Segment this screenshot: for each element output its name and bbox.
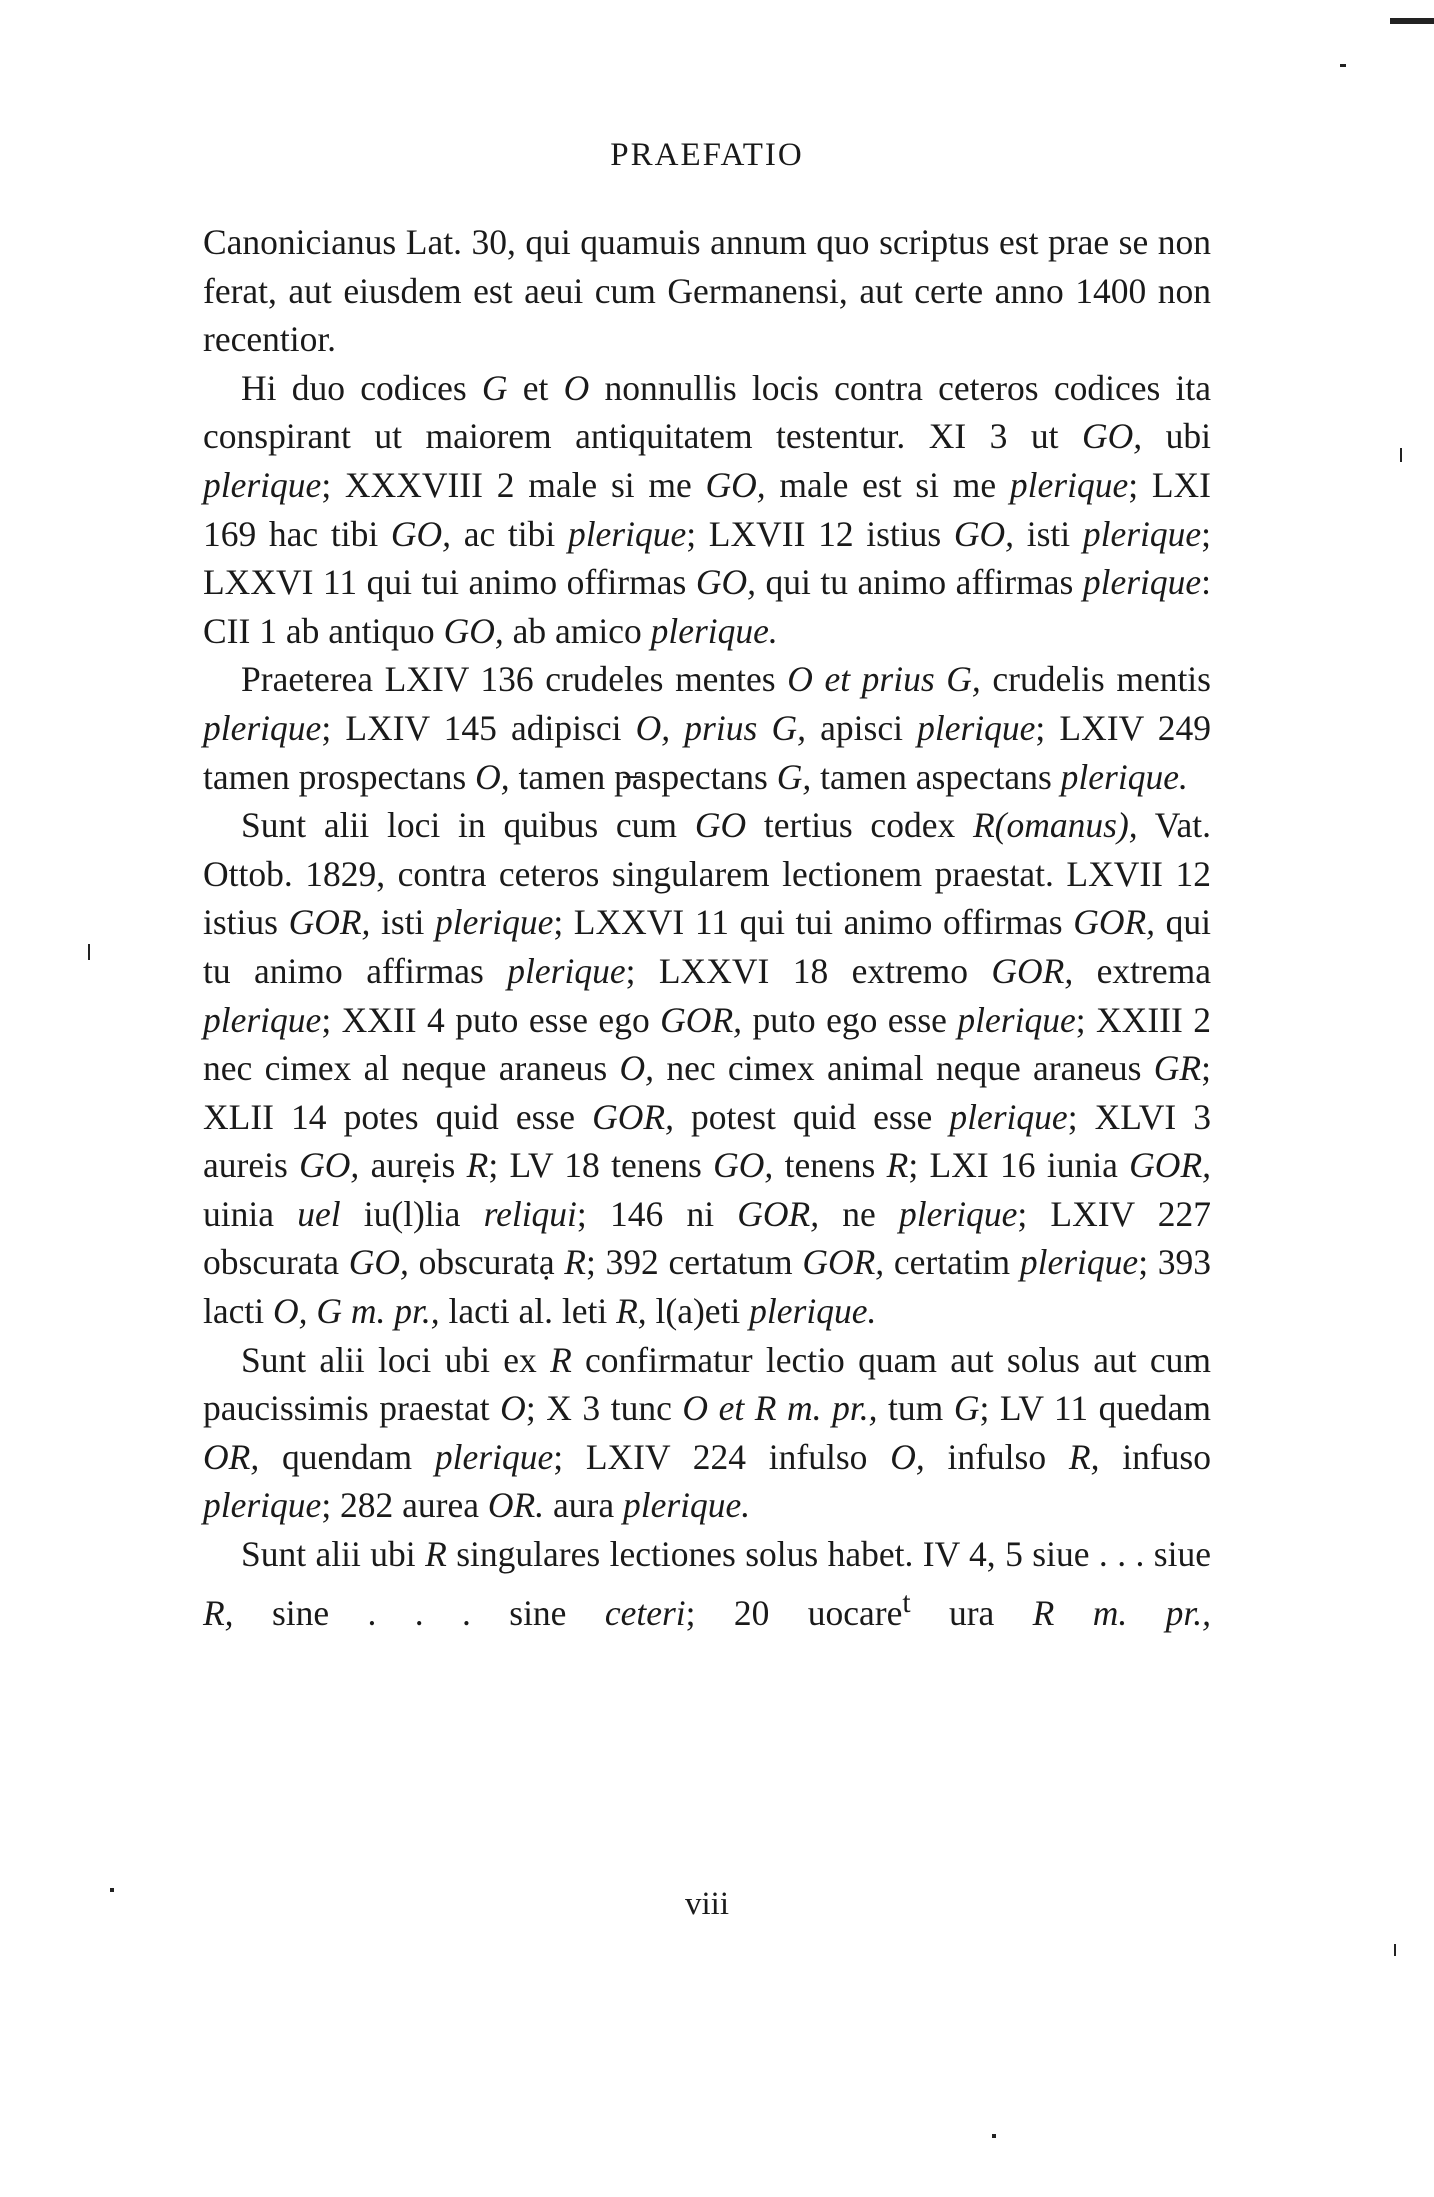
scan-mark-left xyxy=(88,944,90,960)
italic-text: reliqui xyxy=(483,1193,577,1234)
italic-text: plerique. xyxy=(749,1291,877,1332)
text-run: qui tu animo affirmas xyxy=(203,902,1211,991)
italic-text: GO, xyxy=(713,1145,774,1186)
italic-text: uel xyxy=(297,1193,341,1234)
text-run: ; LXXVI 11 qui tui animo offirmas xyxy=(553,902,1074,943)
italic-text: O xyxy=(500,1388,526,1429)
text-run: ; 282 aurea xyxy=(321,1485,488,1526)
text-run: Hi duo codices xyxy=(241,367,482,408)
italic-text: plerique xyxy=(1082,513,1202,554)
text-run: sine . . . sine xyxy=(233,1592,605,1633)
text-run: aurẹis xyxy=(359,1145,467,1186)
italic-text: G xyxy=(953,1388,980,1429)
italic-text: ceteri xyxy=(604,1592,686,1633)
text-run: ; XXXVIII 2 male si me xyxy=(321,464,706,505)
italic-text: GR xyxy=(1153,1048,1202,1089)
text-run: extrema xyxy=(1073,950,1211,991)
text-run: Vat. Ottob. 1829, contra ceteros singularem lectionem praestat. LXVII 12 istius xyxy=(203,805,1212,943)
italic-text: GOR, xyxy=(1073,902,1156,943)
italic-text: GO, xyxy=(390,513,452,554)
italic-text: plerique xyxy=(434,1436,554,1477)
text-run: uinia xyxy=(203,1193,298,1234)
italic-text: R, xyxy=(1068,1436,1100,1477)
italic-text: plerique xyxy=(203,464,322,505)
text-run: l(a)eti xyxy=(646,1291,750,1332)
text-run: ; LXIV 145 adipisci xyxy=(321,707,636,748)
text-run: ; X 3 tunc xyxy=(525,1388,683,1429)
text-run: ; XXIII 2 nec cimex al neque araneus xyxy=(203,999,1212,1089)
text-run: certatim xyxy=(884,1242,1020,1283)
book-page xyxy=(203,0,1211,2197)
italic-text: R, xyxy=(203,1592,234,1633)
italic-text: plerique xyxy=(1019,1242,1139,1283)
italic-text: G xyxy=(481,367,508,408)
italic-text: GO, xyxy=(348,1242,409,1283)
scan-mark-top-right xyxy=(1390,18,1434,24)
italic-text: plerique xyxy=(203,999,322,1040)
italic-text: R xyxy=(886,1145,909,1186)
paragraph xyxy=(203,1530,1211,1637)
text-run: potest quid esse xyxy=(673,1096,950,1137)
italic-text: plerique xyxy=(1009,464,1129,505)
italic-text: plerique xyxy=(203,1485,322,1526)
text-run: tum xyxy=(877,1388,954,1429)
text-run: ; LXI 16 iunia xyxy=(908,1145,1130,1186)
italic-text: OR. xyxy=(487,1485,545,1526)
scan-mark-right-2 xyxy=(1394,1944,1396,1956)
text-run: singulares lectiones solus habet. IV 4, 5 siue . . . siue xyxy=(446,1534,1211,1575)
text-run: Sunt alii loci ubi ex xyxy=(241,1339,551,1380)
paragraph xyxy=(203,364,1211,656)
text-run: Canonicianus Lat. 30, qui quamuis annum quo scriptus est prae se non ferat, aut eiusdem est aeui cum Germanensi, aut certe anno 1400 non recentior. xyxy=(203,222,1211,360)
text-run: crudelis mentis xyxy=(980,659,1211,700)
text-run: ab amico xyxy=(503,610,651,651)
text-run: confirmatur lectio quam aut solus aut cum paucissimis praestat xyxy=(203,1339,1211,1429)
italic-text: GOR, xyxy=(592,1096,674,1137)
text-run: obscuratạ xyxy=(408,1242,565,1283)
italic-text: GO, xyxy=(1081,416,1143,457)
italic-text: GO, xyxy=(443,610,504,651)
italic-text: O, G m. pr., xyxy=(272,1291,440,1332)
italic-text: O et R m. pr., xyxy=(682,1388,878,1429)
italic-text: GO, xyxy=(953,513,1015,554)
italic-text: O et prius G, xyxy=(787,659,981,700)
italic-text: GOR, xyxy=(802,1242,885,1283)
italic-text: R, xyxy=(616,1291,647,1332)
text-run: apisci xyxy=(805,707,918,748)
text-run: ; XLII 14 potes quid esse xyxy=(203,1048,1211,1137)
italic-text: plerique xyxy=(1082,562,1202,603)
text-run: nonnullis locis contra ceteros codices ita conspirant ut maiorem antiquitatem testentur. XI 3 ut xyxy=(203,367,1211,457)
text-run: tenens xyxy=(773,1145,887,1186)
text-run: aura xyxy=(544,1485,623,1526)
italic-text: R xyxy=(564,1242,586,1283)
italic-text: O, prius G, xyxy=(635,707,806,748)
paragraph xyxy=(203,1336,1211,1530)
text-run: nec cimex animal neque araneus xyxy=(654,1048,1154,1089)
italic-text: O xyxy=(563,367,590,408)
italic-text: O, xyxy=(890,1436,925,1477)
italic-text: R xyxy=(550,1339,572,1380)
italic-text: plerique. xyxy=(1060,756,1188,797)
text-run: isti xyxy=(370,902,436,943)
italic-text: GOR, xyxy=(1129,1145,1212,1186)
text-run: ; LV 11 quedam xyxy=(979,1388,1212,1429)
text-run: Sunt alii ubi xyxy=(241,1534,426,1575)
text-run: ; LXI 169 hac tibi xyxy=(203,464,1211,554)
italic-text: GO, xyxy=(695,562,756,603)
italic-text: plerique xyxy=(949,1096,1068,1137)
italic-text: plerique xyxy=(917,707,1036,748)
italic-text: GO xyxy=(694,805,747,846)
italic-text: GO, xyxy=(299,1145,360,1186)
text-run: ; LXIV 224 infulso xyxy=(553,1436,891,1477)
text-run: ; 393 lacti xyxy=(203,1242,1211,1332)
italic-text: GO, xyxy=(705,464,766,505)
text-run: ; LXVII 12 istius xyxy=(686,513,954,554)
text-run: lacti al. leti xyxy=(439,1291,617,1332)
text-run: ; LV 18 tenens xyxy=(488,1145,714,1186)
paragraph xyxy=(203,655,1211,801)
text-run: ac tibi xyxy=(451,513,568,554)
italic-text: OR, xyxy=(203,1436,260,1477)
text-run: male est si me xyxy=(765,464,1010,505)
text-run: tertius codex xyxy=(746,805,973,846)
italic-text: plerique xyxy=(203,707,322,748)
italic-text: O, xyxy=(619,1048,654,1089)
italic-text: plerique. xyxy=(622,1485,751,1526)
page-number: viii xyxy=(684,1886,729,1922)
italic-text: plerique xyxy=(567,513,687,554)
text-run: ne xyxy=(819,1193,900,1234)
italic-text: GOR, xyxy=(737,1193,820,1234)
scan-mark-left-dot xyxy=(110,1888,114,1892)
text-run: infuso xyxy=(1099,1436,1211,1477)
italic-text: GOR, xyxy=(660,999,743,1040)
body-text xyxy=(203,218,1211,1637)
text-run: ubi xyxy=(1142,416,1211,457)
text-run: et xyxy=(507,367,564,408)
italic-text: plerique. xyxy=(650,610,778,651)
text-run: ; XXII 4 puto esse ego xyxy=(321,999,661,1040)
italic-text: R(omanus), xyxy=(973,805,1138,846)
text-run: qui tu animo affirmas xyxy=(755,562,1083,603)
italic-text: R m. pr., xyxy=(1032,1592,1212,1633)
text-run: quendam xyxy=(259,1436,435,1477)
text-run: ; XLVI 3 aureis xyxy=(203,1096,1211,1186)
text-run: tamen aspectans xyxy=(811,756,1061,797)
text-run: puto ego esse xyxy=(742,999,958,1040)
italic-text: O, xyxy=(475,756,510,797)
italic-text: GOR, xyxy=(288,902,371,943)
text-run: ; LXXVI 11 qui tui animo offirmas xyxy=(203,513,1212,603)
text-run: infulso xyxy=(924,1436,1069,1477)
italic-text: plerique xyxy=(507,950,626,991)
text-run: Sunt alii loci in quibus cum xyxy=(241,805,695,846)
text-run: ; LXXVI 18 extremo xyxy=(625,950,992,991)
text-run: ; LXIV 249 tamen prospectans xyxy=(203,707,1211,797)
text-run: iu(l)lia xyxy=(340,1193,484,1234)
paragraph xyxy=(203,801,1211,1336)
italic-text: G, xyxy=(776,756,812,797)
italic-text: R xyxy=(425,1534,447,1575)
text-run: ura xyxy=(910,1592,1033,1633)
text-run: ; 20 uocare xyxy=(685,1592,903,1633)
text-run: tamen p̶aspectans xyxy=(509,756,777,797)
superscript-text: t xyxy=(902,1586,911,1619)
paragraph xyxy=(203,218,1211,364)
text-run: ; 392 certatum xyxy=(585,1242,803,1283)
italic-text: GOR, xyxy=(991,950,1074,991)
scan-mark-right-1 xyxy=(1400,448,1402,462)
text-run: isti xyxy=(1014,513,1083,554)
italic-text: plerique xyxy=(899,1193,1018,1234)
text-run: Praeterea LXIV 136 crudeles mentes xyxy=(241,659,788,700)
scan-mark-dot xyxy=(1340,64,1346,67)
running-head: PRAEFATIO xyxy=(610,137,804,173)
italic-text: R xyxy=(466,1145,489,1186)
text-run: ; LXIV 227 obscurata xyxy=(203,1193,1211,1283)
italic-text: plerique xyxy=(957,999,1076,1040)
text-run: : CII 1 ab antiquo xyxy=(203,562,1212,651)
italic-text: plerique xyxy=(435,902,554,943)
text-run: ; 146 ni xyxy=(576,1193,738,1234)
